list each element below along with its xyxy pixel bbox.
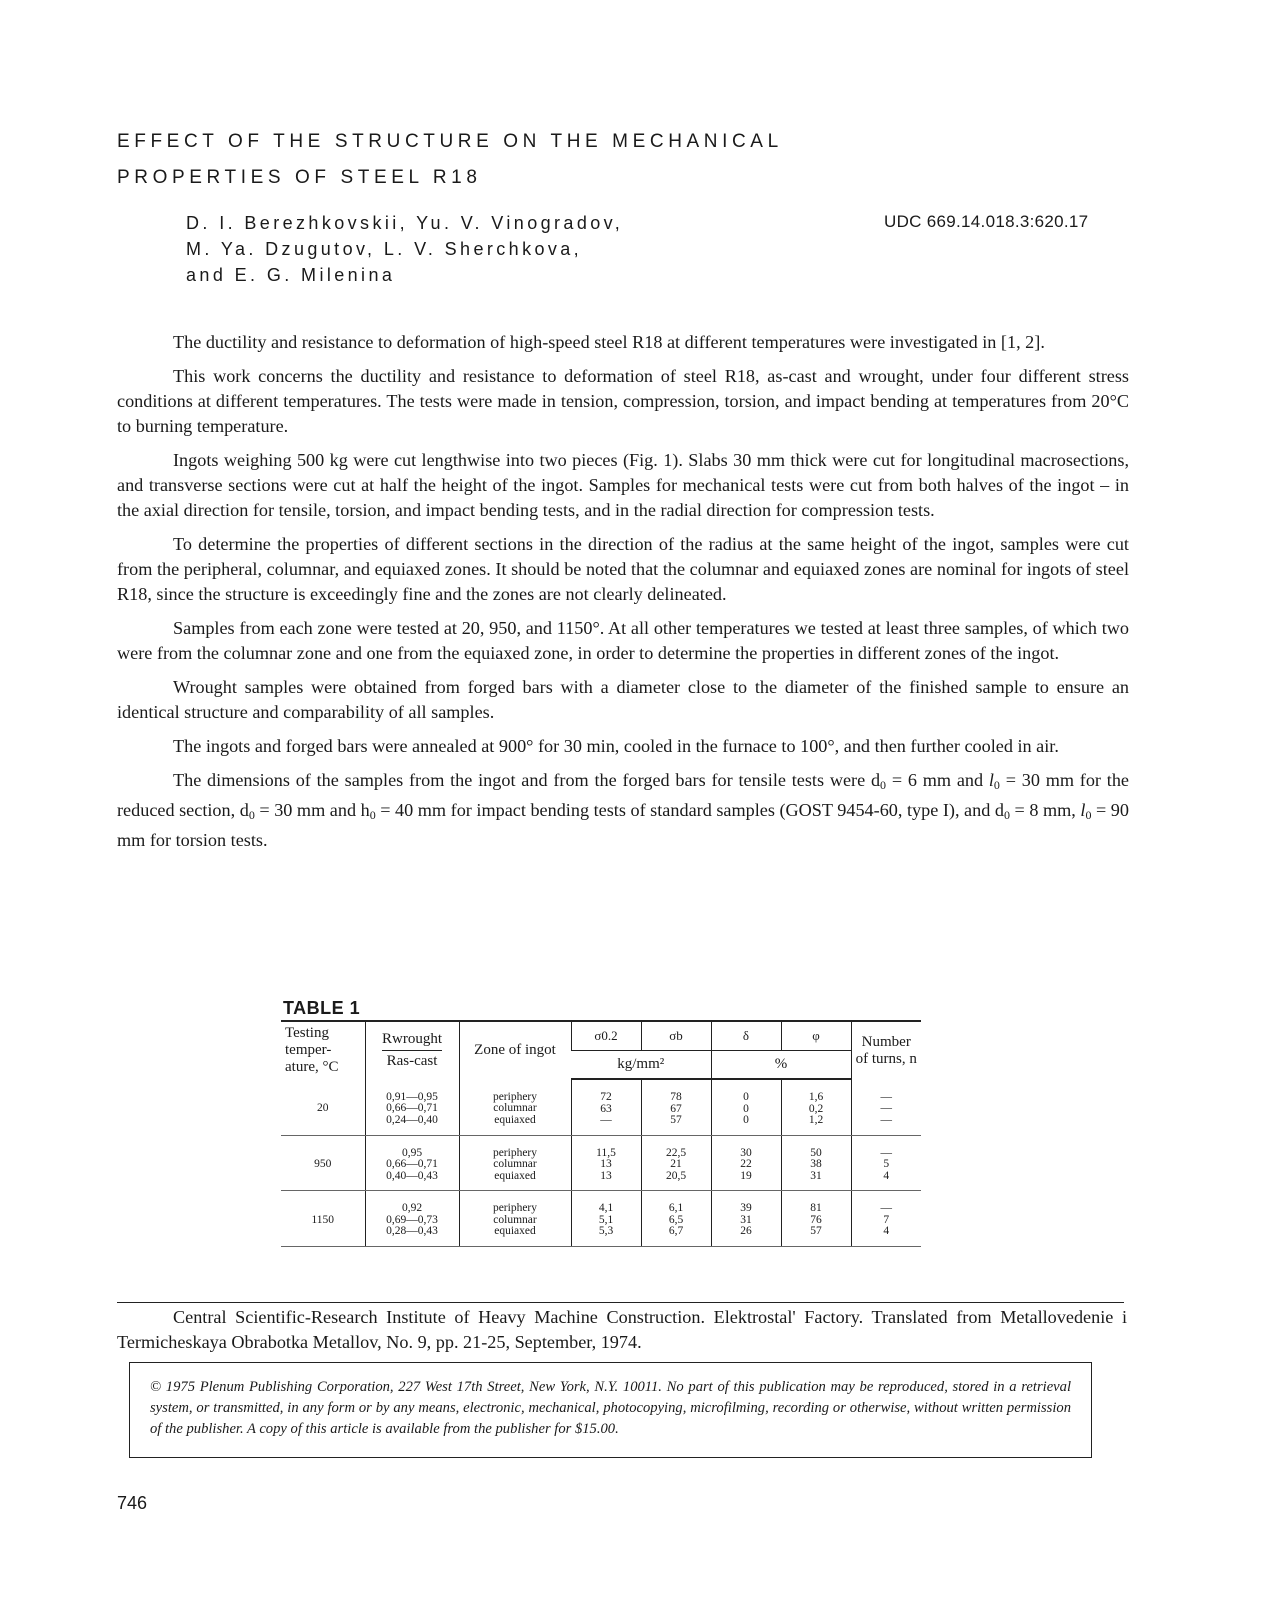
cell-sigma-b: 6,1 6,5 6,7 — [641, 1191, 711, 1247]
article-body — [117, 330, 1129, 862]
cell-ratio: 0,92 0,69—0,73 0,28—0,43 — [365, 1191, 459, 1247]
cell-delta: 0 0 0 — [711, 1079, 781, 1135]
page-number: 746 — [117, 1493, 148, 1513]
cell-sigma-02: 4,1 5,1 5,3 — [571, 1191, 641, 1247]
cell-sigma-b: 78 67 57 — [641, 1079, 711, 1135]
header-turns: Number of turns, n — [851, 1021, 921, 1079]
affiliation-text: Central Scientific-Research Institute of Heavy Machine Construction. Elektrostal' Factory. Translated from Metallovedenie i Termicheskaya Obrabotka Metallov, No. 9, pp. 21-25, September, 1974. — [117, 1307, 1127, 1352]
title-line-1: EFFECT OF THE STRUCTURE ON THE MECHANICAL — [117, 131, 783, 152]
cell-turns: — 7 4 — [851, 1191, 921, 1247]
cell-delta: 30 22 19 — [711, 1135, 781, 1191]
data-table — [281, 1020, 921, 1247]
cell-turns: — — — — [851, 1079, 921, 1135]
paragraph-3: Ingots weighing 500 kg were cut lengthwise into two pieces (Fig. 1). Slabs 30 mm thick were cut for longitudinal macrosections, and transverse sections were cut at half the height of the ingot. Samples for mechanical tests were cut from both halves of the ingot – in the axial direction for tensile, torsion, and impact bending tests, and in the radial direction for compression tests. — [117, 450, 1129, 520]
header-ratio-denominator: Ras-cast — [386, 1053, 438, 1069]
cell-temperature: 1150 — [281, 1191, 365, 1247]
cell-ratio: 0,91—0,95 0,66—0,71 0,24—0,40 — [365, 1079, 459, 1135]
paragraph-8: The dimensions of the samples from the ingot and from the forged bars for tensile tests were $d_0 = 6$ mm and $l_0 = 30$ mm for the reduced section, $d_0 = 30$ mm and $h_0 = 40$ mm for impact bending tests of standard samples (GOST 9454-60, type I), and $d_0 = 8$ mm, $l_0 = 90$ mm for torsion tests. — [117, 770, 1129, 850]
header-phi: φ — [781, 1021, 851, 1050]
header-sigma-02: σ0.2 — [571, 1021, 641, 1050]
cell-turns: — 5 4 — [851, 1135, 921, 1191]
header-ratio — [365, 1021, 459, 1079]
header-zone: Zone of ingot — [459, 1021, 571, 1079]
udc-code: UDC 669.14.018.3:620.17 — [884, 212, 1089, 231]
cell-ratio: 0,95 0,66—0,71 0,40—0,43 — [365, 1135, 459, 1191]
table-caption: TABLE 1 — [283, 998, 361, 1018]
author-line-2: M. Ya. Dzugutov, L. V. Sherchkova, — [186, 239, 583, 259]
footnote-divider — [117, 1302, 1124, 1303]
article-title — [117, 124, 783, 196]
cell-zone: periphery columnar equiaxed — [459, 1135, 571, 1191]
header-temperature: Testing temper-ature, °C — [281, 1021, 365, 1079]
cell-phi: 1,6 0,2 1,2 — [781, 1079, 851, 1135]
cell-zone: periphery columnar equiaxed — [459, 1191, 571, 1247]
cell-zone: periphery columnar equiaxed — [459, 1079, 571, 1135]
title-line-2: PROPERTIES OF STEEL R18 — [117, 167, 482, 188]
author-line-3: and E. G. Milenina — [186, 265, 396, 285]
table-row — [281, 1191, 921, 1247]
cell-phi: 50 38 31 — [781, 1135, 851, 1191]
table-row — [281, 1079, 921, 1135]
cell-sigma-b: 22,5 21 20,5 — [641, 1135, 711, 1191]
copyright-notice: © 1975 Plenum Publishing Corporation, 227 West 17th Street, New York, N.Y. 10011. No part of this publication may be reproduced, stored in a retrieval system, or transmitted, in any form or by any means, electronic, mechanical, photocopying, microfilming, recording or otherwise, without written permission of the publisher. A copy of this article is available from the publisher for $15.00. — [129, 1362, 1092, 1458]
paragraph-4: To determine the properties of different sections in the direction of the radius at the same height of the ingot, samples were cut from the peripheral, columnar, and equiaxed zones. It should be noted that the columnar and equiaxed zones are nominal for ingots of steel R18, since the structure is exceedingly fine and the zones are not clearly delineated. — [117, 534, 1129, 604]
header-percent-unit: % — [711, 1050, 851, 1079]
cell-temperature: 950 — [281, 1135, 365, 1191]
cell-delta: 39 31 26 — [711, 1191, 781, 1247]
cell-phi: 81 76 57 — [781, 1191, 851, 1247]
header-ratio-numerator: Rwrought — [382, 1031, 442, 1051]
header-sigma-b: σb — [641, 1021, 711, 1050]
author-list — [186, 210, 623, 288]
header-stress-unit: kg/mm² — [571, 1050, 711, 1079]
paragraph-7: The ingots and forged bars were annealed at 900° for 30 min, cooled in the furnace to 100°, and then further cooled in air. — [173, 736, 1059, 756]
cell-temperature: 20 — [281, 1079, 365, 1135]
header-delta: δ — [711, 1021, 781, 1050]
cell-sigma-02: 72 63 — — [571, 1079, 641, 1135]
author-line-1: D. I. Berezhkovskii, Yu. V. Vinogradov, — [186, 213, 624, 233]
paragraph-6: Wrought samples were obtained from forged bars with a diameter close to the diameter of the finished sample to ensure an identical structure and comparability of all samples. — [117, 677, 1129, 722]
paragraph-1: The ductility and resistance to deformation of high-speed steel R18 at different temperatures were investigated in [1, 2]. — [173, 332, 1045, 352]
affiliation-note — [117, 1305, 1127, 1355]
cell-sigma-02: 11,5 13 13 — [571, 1135, 641, 1191]
paragraph-5: Samples from each zone were tested at 20, 950, and 1150°. At all other temperatures we tested at least three samples, of which two were from the columnar zone and one from the equiaxed zone, in order to determine the properties in different zones of the ingot. — [117, 618, 1129, 663]
paragraph-2: This work concerns the ductility and resistance to deformation of steel R18, as-cast and wrought, under four different stress conditions at different temperatures. The tests were made in tension, compression, torsion, and impact bending at temperatures from 20°C to burning temperature. — [117, 366, 1129, 436]
table-row — [281, 1135, 921, 1191]
